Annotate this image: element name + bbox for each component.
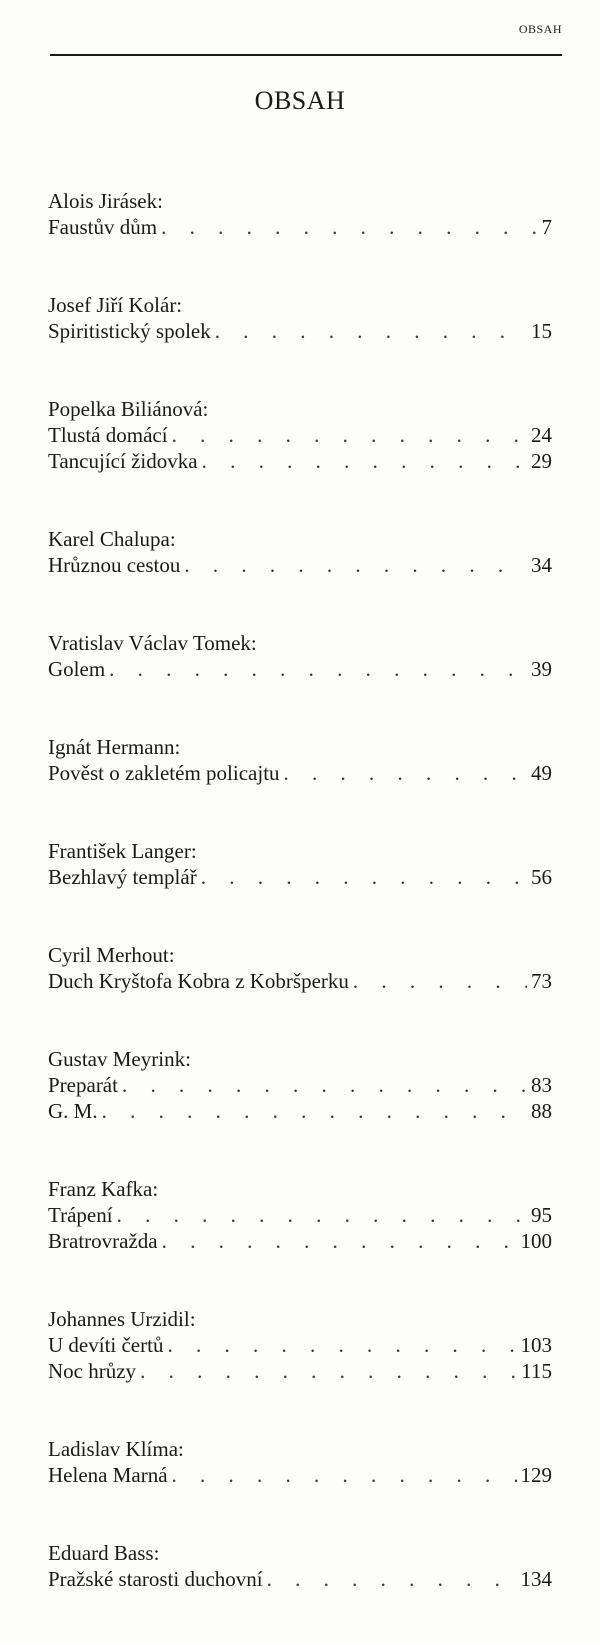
toc-entry[interactable] [48, 1566, 552, 1592]
toc-entry[interactable] [48, 656, 552, 682]
toc-section [48, 942, 552, 1046]
toc-entry-title: Bratrovražda [48, 1229, 158, 1253]
dot-leader [109, 656, 527, 682]
toc-entry-title: Faustův dům [48, 215, 158, 239]
toc-entry[interactable] [48, 422, 552, 448]
toc-entry[interactable] [48, 968, 552, 994]
dot-leader [162, 1228, 517, 1254]
dot-leader [172, 422, 527, 448]
toc-entry-title: U devíti čertů [48, 1333, 164, 1357]
toc-entry[interactable] [48, 864, 552, 890]
toc-author: Eduard Bass: [48, 1541, 160, 1565]
toc-section [48, 630, 552, 734]
toc-entry-page: 95 [531, 1203, 552, 1227]
toc-entry-page: 73 [531, 969, 552, 993]
toc-entry-page: 29 [531, 449, 552, 473]
toc-entry-title: Helena Marná [48, 1463, 168, 1487]
toc-entry-page: 24 [531, 423, 552, 447]
toc-entry[interactable] [48, 1228, 552, 1254]
toc-author: Cyril Merhout: [48, 943, 175, 967]
toc-entry[interactable] [48, 1358, 552, 1384]
toc-entry-title: Noc hrůzy [48, 1359, 137, 1383]
toc-section [48, 526, 552, 630]
toc-author: Ladislav Klíma: [48, 1437, 184, 1461]
toc-section [48, 1306, 552, 1436]
toc-entry-title: Trápení [48, 1203, 113, 1227]
toc-entry-title: Hrůznou cestou [48, 553, 181, 577]
toc-entry-page: 88 [531, 1099, 552, 1123]
table-of-contents [48, 188, 552, 1644]
toc-entry[interactable] [48, 1098, 552, 1124]
toc-author: Ignát Hermann: [48, 735, 181, 759]
toc-entry-page: 49 [531, 761, 552, 785]
toc-entry-title: Spiritistický spolek [48, 319, 211, 343]
toc-author: Johannes Urzidil: [48, 1307, 196, 1331]
toc-entry-page: 34 [531, 553, 552, 577]
toc-entry-title: Duch Kryštofa Kobra z Kobršperku [48, 969, 349, 993]
toc-entry-title: G. M. [48, 1099, 98, 1123]
toc-section [48, 1436, 552, 1540]
toc-section [48, 1176, 552, 1306]
toc-entry-title: Tancující židovka [48, 449, 198, 473]
toc-author: Vratislav Václav Tomek: [48, 631, 257, 655]
toc-entry[interactable] [48, 1202, 552, 1228]
toc-entry-title: Preparát [48, 1073, 118, 1097]
toc-section [48, 292, 552, 396]
toc-section [48, 396, 552, 526]
toc-entry-page: 83 [531, 1073, 552, 1097]
dot-leader [201, 864, 527, 890]
toc-entry-page: 134 [520, 1567, 552, 1591]
toc-entry[interactable] [48, 318, 552, 344]
toc-author: Karel Chalupa: [48, 527, 176, 551]
dot-leader [215, 318, 527, 344]
dot-leader [102, 1098, 527, 1124]
toc-entry-page: 100 [520, 1229, 552, 1253]
toc-author: Alois Jirásek: [48, 189, 163, 213]
toc-entry-title: Golem [48, 657, 106, 681]
toc-section [48, 734, 552, 838]
dot-leader [167, 1332, 516, 1358]
toc-entry-page: 129 [520, 1463, 552, 1487]
toc-entry[interactable] [48, 1462, 552, 1488]
toc-author: Franz Kafka: [48, 1177, 159, 1201]
toc-entry-page: 115 [521, 1359, 552, 1383]
dot-leader [122, 1072, 527, 1098]
toc-author: Josef Jiří Kolár: [48, 293, 183, 317]
toc-entry-page: 56 [531, 865, 552, 889]
dot-leader [140, 1358, 517, 1384]
page-title: OBSAH [254, 86, 346, 115]
toc-section [48, 188, 552, 292]
dot-leader [161, 214, 537, 240]
toc-entry-title: Bezhlavý templář [48, 865, 197, 889]
dot-leader [202, 448, 527, 474]
toc-entry[interactable] [48, 1332, 552, 1358]
dot-leader [353, 968, 527, 994]
dot-leader [117, 1202, 527, 1228]
toc-section [48, 1540, 552, 1644]
toc-entry-title: Pražské starosti duchovní [48, 1567, 263, 1591]
toc-author: Gustav Meyrink: [48, 1047, 191, 1071]
toc-entry-title: Pověst o zakletém policajtu [48, 761, 280, 785]
dot-leader [284, 760, 527, 786]
toc-entry[interactable] [48, 1072, 552, 1098]
toc-entry-page: 103 [520, 1333, 552, 1357]
toc-entry-title: Tlustá domácí [48, 423, 168, 447]
toc-author: Popelka Biliánová: [48, 397, 209, 421]
running-head: OBSAH [518, 22, 562, 36]
toc-entry-page: 39 [531, 657, 552, 681]
toc-entry[interactable] [48, 214, 552, 240]
toc-entry-page: 7 [541, 215, 552, 239]
toc-section [48, 1046, 552, 1176]
dot-leader [267, 1566, 517, 1592]
toc-entry-page: 15 [531, 319, 552, 343]
toc-section [48, 838, 552, 942]
toc-entry[interactable] [48, 552, 552, 578]
header-rule [50, 54, 562, 56]
dot-leader [172, 1462, 517, 1488]
toc-entry[interactable] [48, 448, 552, 474]
dot-leader [184, 552, 527, 578]
toc-entry[interactable] [48, 760, 552, 786]
toc-author: František Langer: [48, 839, 197, 863]
